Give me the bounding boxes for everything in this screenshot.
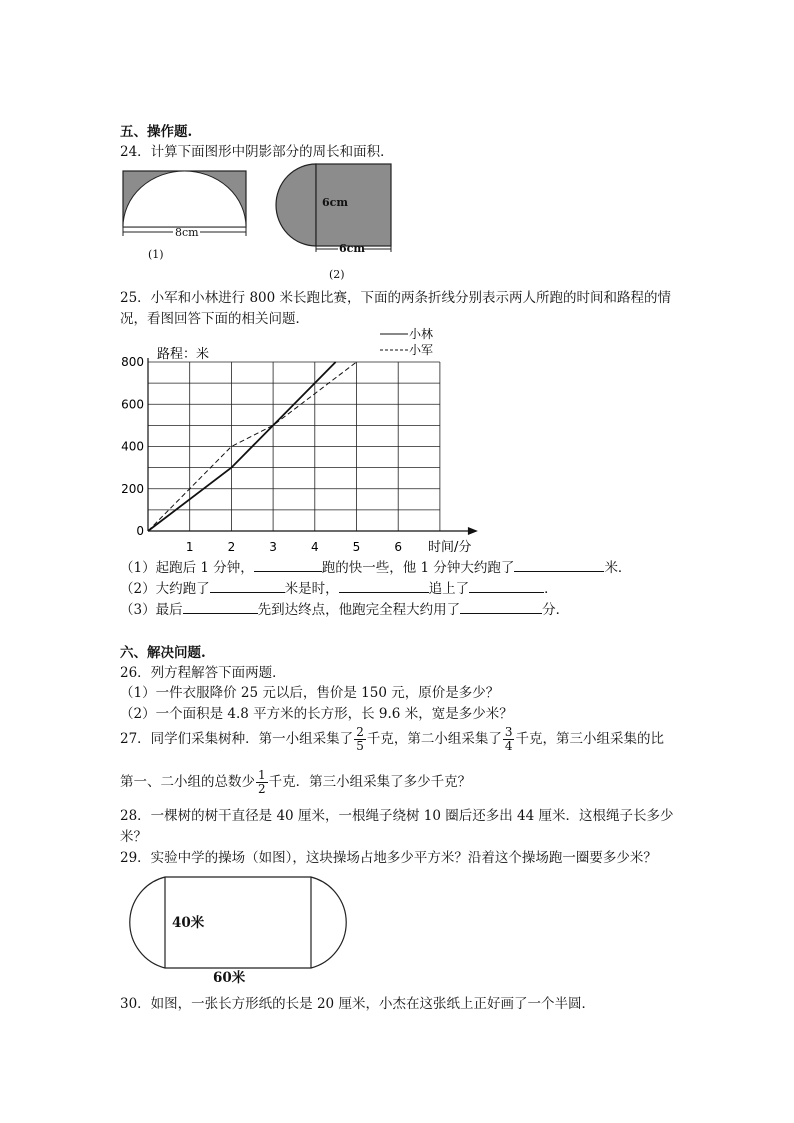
q25-sub1-text-b: 跑的快一些，他 1 分钟大约跑了	[321, 560, 515, 576]
q25-sub2-text-c: 追上了	[428, 581, 470, 597]
q27-text-b: 千克，第二小组采集了	[366, 731, 502, 747]
q25-sub2-text-b: 米是时，	[284, 581, 339, 597]
y-tick-label: 400	[121, 439, 144, 454]
x-tick-label: 4	[310, 540, 319, 554]
x-tick-label: 5	[352, 540, 361, 554]
x-tick-label: 3	[269, 540, 277, 554]
figure-2-label: (2)	[329, 268, 345, 281]
playground-figure	[118, 872, 363, 972]
question-25-sub-2	[120, 577, 558, 597]
q25-sub3-blank-time[interactable]	[460, 601, 542, 614]
y-tick-label: 200	[121, 481, 144, 496]
chart-y-axis-label: 路程：米	[157, 347, 210, 362]
x-tick-label: 2	[227, 540, 236, 554]
legend-label-xiaojun: 小军	[409, 343, 434, 357]
playground-length-label: 60米	[213, 970, 246, 986]
section-5-title: 五、操作题.	[120, 124, 193, 140]
q27-text-e: 千克．第三小组采集了多少千克？	[268, 774, 472, 790]
q25-sub3-text-c: 分．	[542, 602, 570, 618]
question-25-sub-1	[120, 556, 631, 576]
q27-text-d: 第一、二小组的总数少	[120, 774, 255, 790]
chart-ticks	[121, 355, 402, 554]
q25-sub3-text-a: （3）最后	[120, 602, 183, 618]
race-line-chart	[100, 325, 500, 557]
fraction-3-4	[503, 726, 515, 753]
fraction-numerator: 2	[356, 725, 364, 739]
x-tick-label: 6	[394, 540, 403, 554]
q25-sub3-text-b: 先到达终点，他跑完全程大约用了	[257, 602, 461, 618]
figure-1-semicircle	[118, 166, 253, 266]
question-30-text: 30．如图，一张长方形纸的长是 20 厘米，小杰在这张纸上正好画了一个半圆．	[120, 996, 595, 1012]
question-28-line-1: 28．一棵树的树干直径是 40 厘米，一根绳子绕树 10 圈后还多出 44 厘米．这根绳子长多少	[120, 808, 674, 824]
question-29-text: 29．实验中学的操场（如图），这块操场占地多少平方米？沿着这个操场跑一圈要多少米？	[120, 850, 657, 866]
chart-grid	[148, 362, 440, 531]
q25-sub2-text-a: （2）大约跑了	[120, 581, 210, 597]
fraction-denominator: 5	[356, 739, 364, 753]
section-6-title: 六、解决问题.	[120, 645, 206, 661]
q25-sub1-blank-runner[interactable]	[254, 559, 322, 572]
figure-1-dimension: 8cm	[175, 226, 199, 239]
figure-1-label: (1)	[148, 248, 164, 261]
fraction-2-5	[354, 726, 366, 753]
chart-legend	[380, 326, 433, 357]
fraction-1-2	[256, 769, 268, 796]
x-axis-arrow	[468, 527, 478, 535]
fraction-denominator: 2	[258, 782, 266, 796]
question-26-text: 26．列方程解答下面两题．	[120, 665, 286, 681]
q25-sub2-blank-runner-b[interactable]	[469, 580, 544, 593]
q25-sub2-blank-runner-a[interactable]	[339, 580, 429, 593]
chart-x-axis-label: 时间/分	[428, 540, 472, 555]
question-27-line-2	[120, 766, 471, 798]
question-25-sub-3	[120, 598, 569, 618]
figure-2-height-label: 6cm	[322, 196, 348, 209]
y-tick-label: 800	[121, 355, 144, 369]
q27-text-a: 27．同学们采集树种．第一小组采集了	[120, 731, 354, 747]
question-25-line-1: 25．小军和小林进行 800 米长跑比赛，下面的两条折线分别表示两人所跑的时间和路程的情	[120, 290, 672, 306]
fraction-denominator: 4	[504, 739, 513, 753]
question-25-line-2: 况，看图回答下面的相关问题．	[120, 311, 309, 327]
question-26-sub-2: （2）一个面积是 4.8 平方米的长方形，长 9.6 米，宽是多少米？	[120, 706, 513, 722]
q25-sub1-blank-distance[interactable]	[514, 559, 604, 572]
legend-label-xiaolin: 小林	[409, 327, 434, 341]
figure-2-width-label: 6cm	[339, 242, 365, 255]
x-tick-label: 1	[185, 540, 194, 554]
y-tick-label: 600	[121, 397, 144, 412]
q25-sub1-text-c: 米．	[604, 560, 632, 576]
q25-sub2-blank-distance[interactable]	[210, 580, 285, 593]
question-24-text: 24．计算下面图形中阴影部分的周长和面积．	[120, 144, 394, 160]
q25-sub2-text-d: ．	[544, 581, 558, 597]
question-28-line-2: 米？	[120, 829, 147, 845]
question-27-line-1	[120, 723, 664, 755]
playground-height-label: 40米	[172, 915, 205, 931]
fraction-numerator: 1	[258, 768, 266, 782]
fraction-numerator: 3	[504, 725, 513, 739]
q25-sub3-blank-runner[interactable]	[183, 601, 258, 614]
q27-text-c: 千克，第三小组采集的比	[515, 731, 664, 747]
y-tick-label: 0	[136, 524, 144, 538]
question-26-sub-1: （1）一件衣服降价 25 元以后，售价是 150 元，原价是多少？	[120, 685, 500, 701]
q25-sub1-text-a: （1）起跑后 1 分钟，	[120, 560, 254, 576]
